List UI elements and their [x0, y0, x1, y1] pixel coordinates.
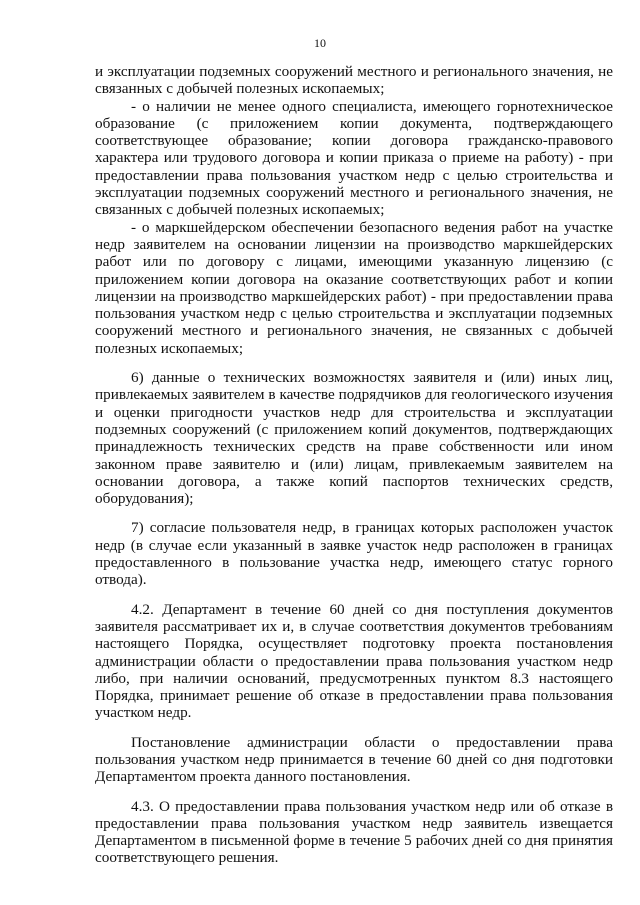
paragraph-continuation: и эксплуатации подземных сооружений местного и регионального значения, не связанных с добычей полезных ископаемых; — [95, 63, 613, 98]
paragraph-4-3: 4.3. О предоставлении права пользования участком недр или об отказе в предоставлении права пользования участком недр заявитель извещается Департаментом в письменной форме в течение 5 рабочих дней со дня принятия соответствующего решения. — [95, 797, 613, 867]
paragraph-resolution: Постановление администрации области о предоставлении права пользования участком недр принимается в течение 60 дней со дня подготовки Департаментом проекта данного постановления. — [95, 733, 613, 786]
page-number: 10 — [314, 36, 326, 50]
paragraph-specialist: - о наличии не менее одного специалиста, имеющего горнотехническое образование (с приложением копии документа, подтверждающего соответствующее образование; копии договора гражданско-правового характера или трудового договора и копии приказа о приеме на работу) - при предоставлении права пользования участком недр с целью строительства и эксплуатации подземных сооружений местного и регионального значения, не связанных с добычей полезных ископаемых; — [95, 97, 613, 219]
paragraph-item-7: 7) согласие пользователя недр, в границах которых расположен участок недр (в случае если указанный в заявке участок недр расположен в границах предоставленного в пользование участка недр, имеющего статус горного отвода). — [95, 519, 613, 589]
paragraph-surveying: - о маркшейдерском обеспечении безопасного ведения работ на участке недр заявителем на основании лицензии на производство маркшейдерских работ или по договору с лицами, имеющими указанную лицензию (с приложением копии договора на оказание соответствующих работ и копии лицензии на производство маркшейдерских работ) - при предоставлении права пользования участком недр с целью строительства и эксплуатации подземных сооружений местного и регионального значения, не связанных с добычей полезных ископаемых; — [95, 218, 613, 357]
paragraph-4-2: 4.2. Департамент в течение 60 дней со дня поступления документов заявителя рассматривает их и, в случае соответствия документов требованиям настоящего Порядка, осуществляет подготовку проекта постановления администрации области о предоставлении права пользования участком недр либо, при наличии оснований, предусмотренных пунктом 8.3 настоящего Порядка, принимает решение об отказе в предоставлении права пользования участком недр. — [95, 600, 613, 722]
document-body — [95, 63, 613, 867]
paragraph-item-6: 6) данные о технических возможностях заявителя и (или) иных лиц, привлекаемых заявителем в качестве подрядчиков для геологического изучения и оценки пригодности участков недр для строительства и эксплуатации подземных сооружений (с приложением копий документов, подтверждающих принадлежность технических средств на праве собственности или ином законном праве заявителю и (или) лицам, привлекаемым заявителем на основании договора, а также копий паспортов технических средств, оборудования); — [95, 369, 613, 508]
